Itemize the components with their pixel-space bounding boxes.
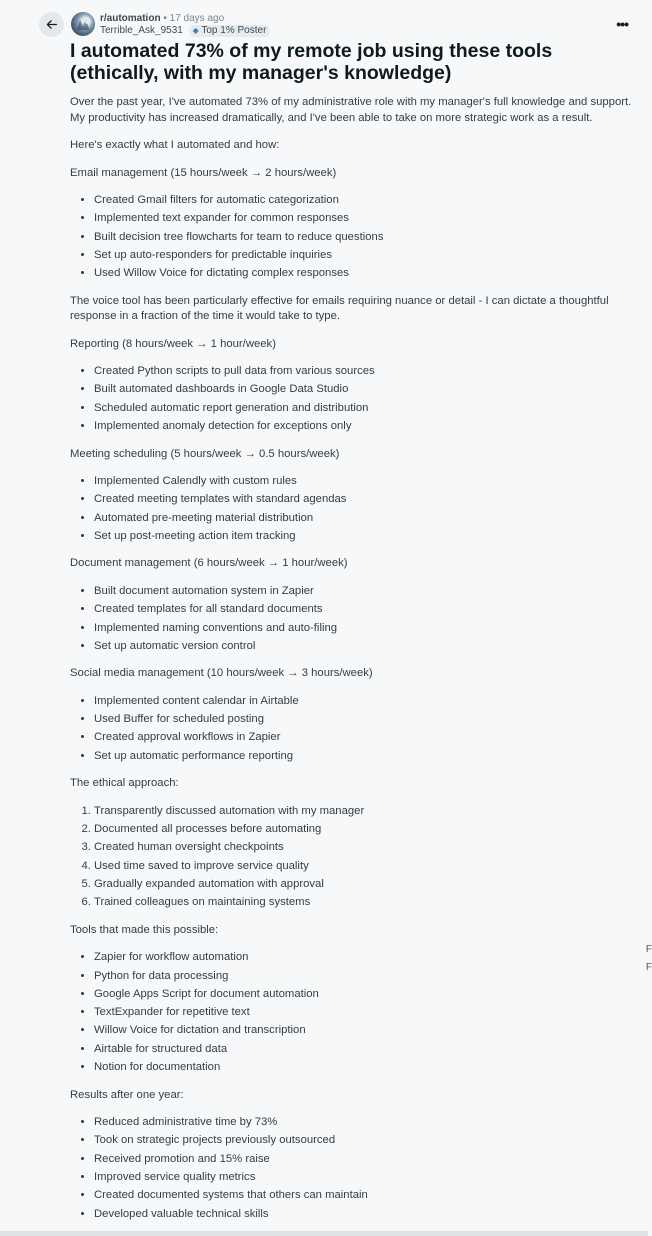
badge-label: Top 1% Poster — [201, 25, 267, 36]
list-item: • Used Buffer for scheduled posting — [94, 712, 635, 728]
list-item: • Implemented content calendar in Airtable — [94, 694, 635, 710]
section-heading: Meeting scheduling (5 hours/week → 0.5 hours/week) — [70, 447, 340, 460]
social-list — [70, 694, 635, 764]
document-list — [70, 584, 635, 654]
list-item: • Notion for documentation — [94, 1060, 635, 1076]
meeting-list — [70, 474, 635, 544]
results-list — [70, 1115, 635, 1222]
list-item: • Developed valuable technical skills — [94, 1207, 635, 1223]
list-item: • Created Python scripts to pull data from various sources — [94, 364, 635, 380]
more-icon: ••• — [616, 16, 628, 32]
list-item: • Created documented systems that others can maintain — [94, 1188, 635, 1204]
list-item: • Airtable for structured data — [94, 1042, 635, 1058]
ethical-list — [70, 804, 635, 911]
list-item: • Created templates for all standard documents — [94, 602, 635, 618]
list-item: • Improved service quality metrics — [94, 1170, 635, 1186]
list-item: • TextExpander for repetitive text — [94, 1005, 635, 1021]
list-item: • Python for data processing — [94, 969, 635, 985]
list-item: • Set up automatic performance reporting — [94, 749, 635, 765]
post-body — [70, 95, 635, 1234]
subreddit-avatar[interactable] — [71, 12, 95, 36]
clipped-sidebar-text: F — [645, 944, 652, 955]
list-item: • Built automated dashboards in Google Data Studio — [94, 382, 635, 398]
meta-separator: • — [163, 13, 167, 24]
clipped-sidebar-text: F — [645, 962, 652, 973]
list-item: 6. Trained colleagues on maintaining systems — [94, 895, 635, 911]
intro-paragraph: Over the past year, I've automated 73% of my administrative role with my manager's full knowledge and support. My productivity has increased dramatically, and I've been able to take on more strategic work as a result. — [70, 96, 632, 124]
list-item: • Google Apps Script for document automation — [94, 987, 635, 1003]
subreddit-link[interactable]: r/automation — [100, 13, 161, 24]
list-item: • Set up post-meeting action item tracking — [94, 529, 635, 545]
list-item: 1. Transparently discussed automation with my manager — [94, 804, 635, 820]
lead-paragraph: Here's exactly what I automated and how: — [70, 139, 280, 151]
list-item: 3. Created human oversight checkpoints — [94, 840, 635, 856]
poster-badge-icon: ◆ — [192, 26, 199, 35]
reporting-list — [70, 364, 635, 434]
tools-list — [70, 950, 635, 1075]
list-item: • Set up automatic version control — [94, 639, 635, 655]
post-meta — [100, 13, 270, 37]
list-item: 2. Documented all processes before automating — [94, 822, 635, 838]
list-item: • Zapier for workflow automation — [94, 950, 635, 966]
avatar-image — [71, 12, 95, 36]
post-age: 17 days ago — [169, 13, 225, 24]
more-options-button[interactable] — [616, 16, 628, 32]
list-item: • Implemented text expander for common responses — [94, 211, 635, 227]
list-item: • Built document automation system in Zapier — [94, 584, 635, 600]
list-item: • Implemented naming conventions and auto-filing — [94, 621, 635, 637]
post-header — [39, 12, 648, 40]
list-item: • Received promotion and 15% raise — [94, 1152, 635, 1168]
list-item: • Scheduled automatic report generation and distribution — [94, 401, 635, 417]
email-list — [70, 193, 635, 282]
list-item: • Automated pre-meeting material distribution — [94, 511, 635, 527]
list-item: • Built decision tree flowcharts for team to reduce questions — [94, 230, 635, 246]
section-heading: Tools that made this possible: — [70, 923, 219, 936]
section-heading: Email management (15 hours/week → 2 hours/week) — [70, 166, 337, 179]
list-item: • Implemented Calendly with custom rules — [94, 474, 635, 490]
arrow-left-icon — [45, 18, 58, 31]
section-heading: Document management (6 hours/week → 1 hour/week) — [70, 557, 348, 570]
list-item: • Implemented anomaly detection for exceptions only — [94, 419, 635, 435]
user-flair-badge — [189, 25, 271, 37]
list-item: 4. Used time saved to improve service quality — [94, 859, 635, 875]
list-item: • Used Willow Voice for dictating complex responses — [94, 266, 635, 282]
section-heading: Results after one year: — [70, 1088, 184, 1101]
section-heading: Social media management (10 hours/week → 3 hours/week) — [70, 667, 373, 680]
list-item: • Created meeting templates with standard agendas — [94, 492, 635, 508]
bottom-divider — [0, 1231, 648, 1236]
list-item: • Set up auto-responders for predictable inquiries — [94, 248, 635, 264]
list-item: • Willow Voice for dictation and transcription — [94, 1023, 635, 1039]
list-item: • Took on strategic projects previously outsourced — [94, 1133, 635, 1149]
section-heading: The ethical approach: — [70, 777, 179, 790]
back-button[interactable] — [39, 12, 64, 37]
post-title: I automated 73% of my remote job using these tools (ethically, with my manager's knowledge) — [70, 40, 553, 84]
list-item: 5. Gradually expanded automation with approval — [94, 877, 635, 893]
list-item: • Created Gmail filters for automatic categorization — [94, 193, 635, 209]
author-link[interactable]: Terrible_Ask_9531 — [100, 25, 183, 36]
list-item: • Created approval workflows in Zapier — [94, 730, 635, 746]
section-heading: Reporting (8 hours/week → 1 hour/week) — [70, 337, 276, 350]
list-item: • Reduced administrative time by 73% — [94, 1115, 635, 1131]
voice-note-paragraph: The voice tool has been particularly effective for emails requiring nuance or detail - I can dictate a thoughtful response in a fraction of the time it would take to type. — [70, 294, 609, 323]
